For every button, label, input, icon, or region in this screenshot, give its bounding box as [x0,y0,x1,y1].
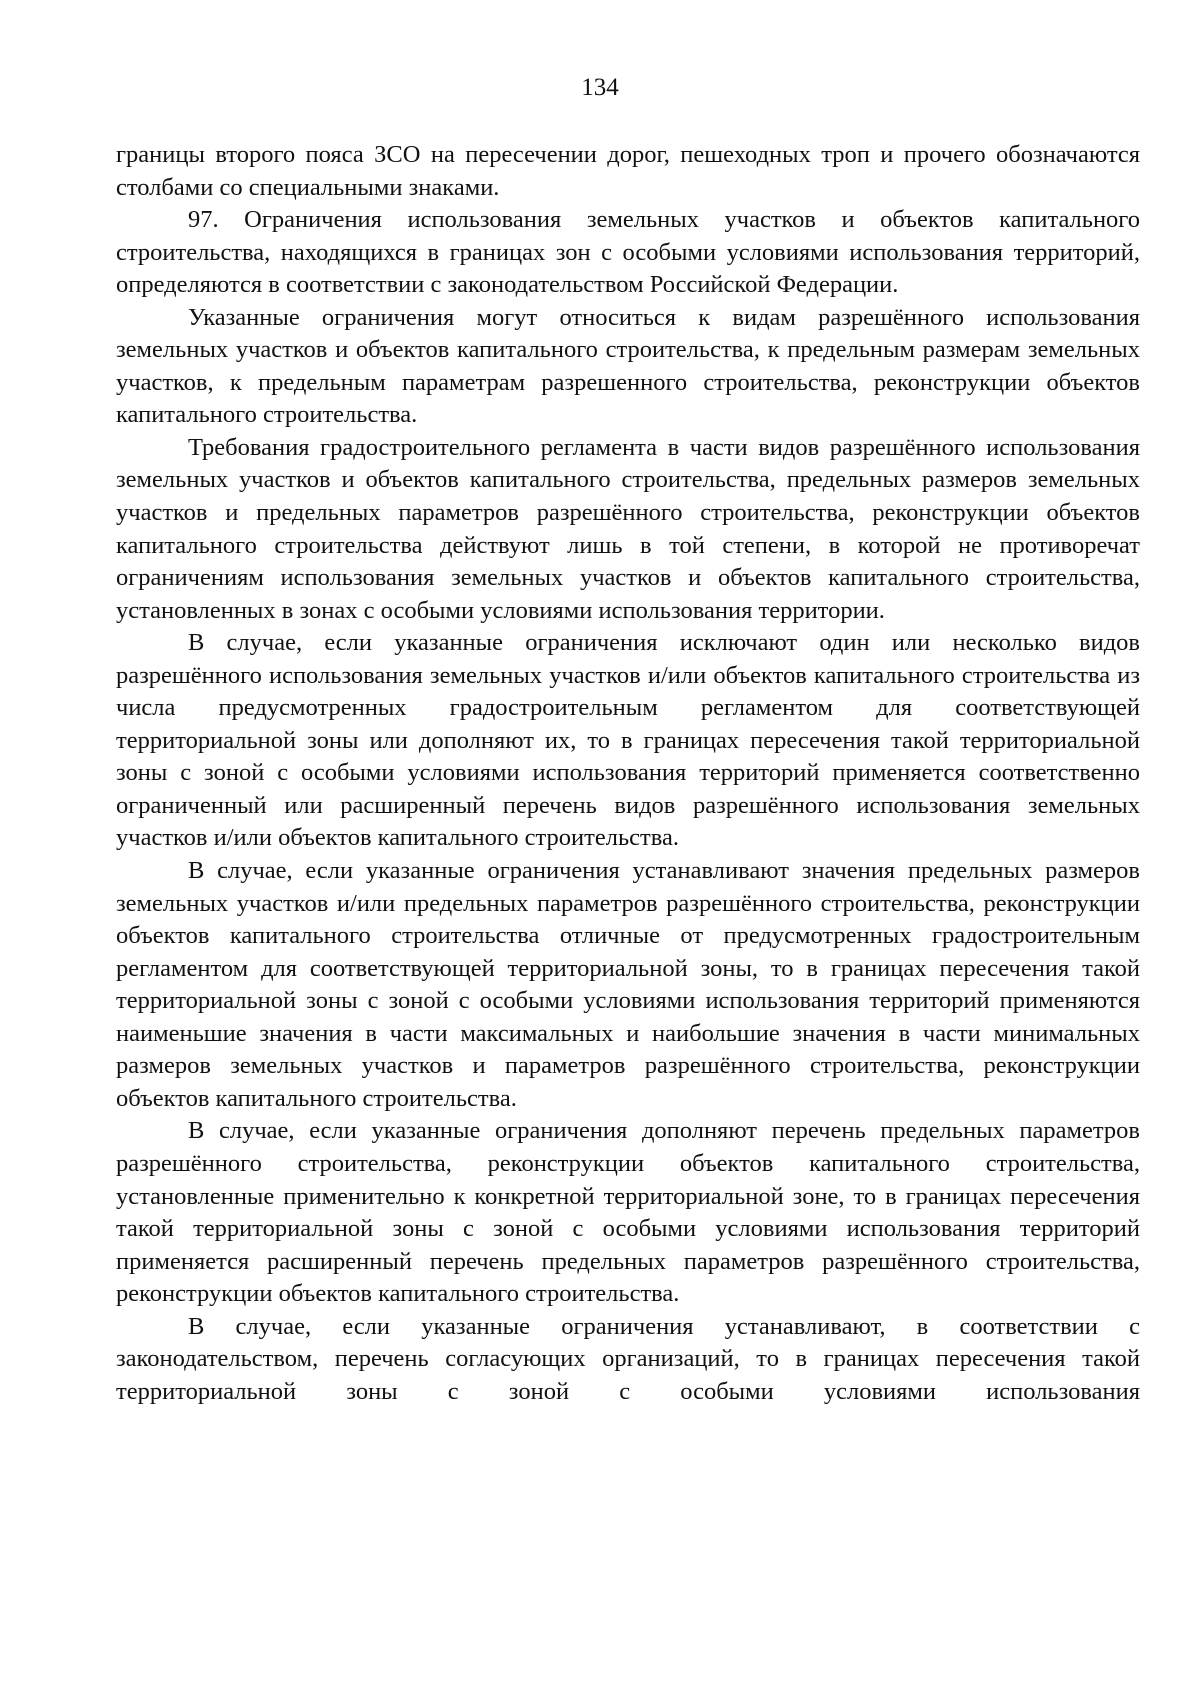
paragraph-limit-values-case: В случае, если указанные ограничения устанавливают значения предельных размеров земельных участков и/или предельных параметров разрешённого строительства, реконструкции объектов капитального строительства отличные от предусмотренных градостроительным регламентом для соответствующей территориальной зоны, то в границах пересечения такой территориальной зоны с зоной с особыми условиями использования территорий применяются наименьшие значения в части максимальных и наибольшие значения в части минимальных размеров земельных участков и параметров разрешённого строительства, реконструкции объектов капитального строительства. [116,857,1140,1112]
paragraph-exclusion-case: В случае, если указанные ограничения исключают один или несколько видов разрешённого использования земельных участков и/или объектов капитального строительства из числа предусмотренных градостроительным регламентом для соответствующей территориальной зоны или дополняют их, то в границах пересечения такой территориальной зоны с зоной с особыми условиями использования территорий применяется соответственно ограниченный или расширенный перечень видов разрешённого использования земельных участков и/или объектов капитального строительства. [116,629,1140,852]
document-body [116,139,1140,1408]
paragraph-approving-organizations-case: В случае, если указанные ограничения устанавливают, в соответствии с законодательством, перечень согласующих организаций, то в границах пересечения такой территориальной зоны с зоной с особыми условиями использования [116,1312,1140,1405]
page-number: 134 [581,74,619,101]
paragraph-regulation-requirements: Требования градостроительного регламента в части видов разрешённого использования земельных участков и объектов капитального строительства, предельных размеров земельных участков и предельных параметров разрешённого строительства, реконструкции объектов капитального строительства действуют лишь в той степени, в которой не противоречат ограничениям использования земельных участков и объектов капитального строительства, установленных в зонах с особыми условиями использования территории. [116,433,1140,624]
paragraph-continuation: границы второго пояса ЗСО на пересечении дорог, пешеходных троп и прочего обозначаются столбами со специальными знаками. [116,141,1140,201]
paragraph-restrictions-scope: Указанные ограничения могут относиться к видам разрешённого использования земельных участков и объектов капитального строительства, к предельным размерам земельных участков, к предельным параметрам разрешенного строительства, реконструкции объектов капитального строительства. [116,303,1140,429]
paragraph-item-97: 97. Ограничения использования земельных участков и объектов капитального строительства, находящихся в границах зон с особыми условиями использования территорий, определяются в соответствии с законодательством Российской Федерации. [116,206,1140,299]
paragraph-additional-parameters-case: В случае, если указанные ограничения дополняют перечень предельных параметров разрешённого строительства, реконструкции объектов капитального строительства, установленные применительно к конкретной территориальной зоне, то в границах пересечения такой территориальной зоны с зоной с особыми условиями использования территорий применяется расширенный перечень предельных параметров разрешённого строительства, реконструкции объектов капитального строительства. [116,1117,1140,1308]
